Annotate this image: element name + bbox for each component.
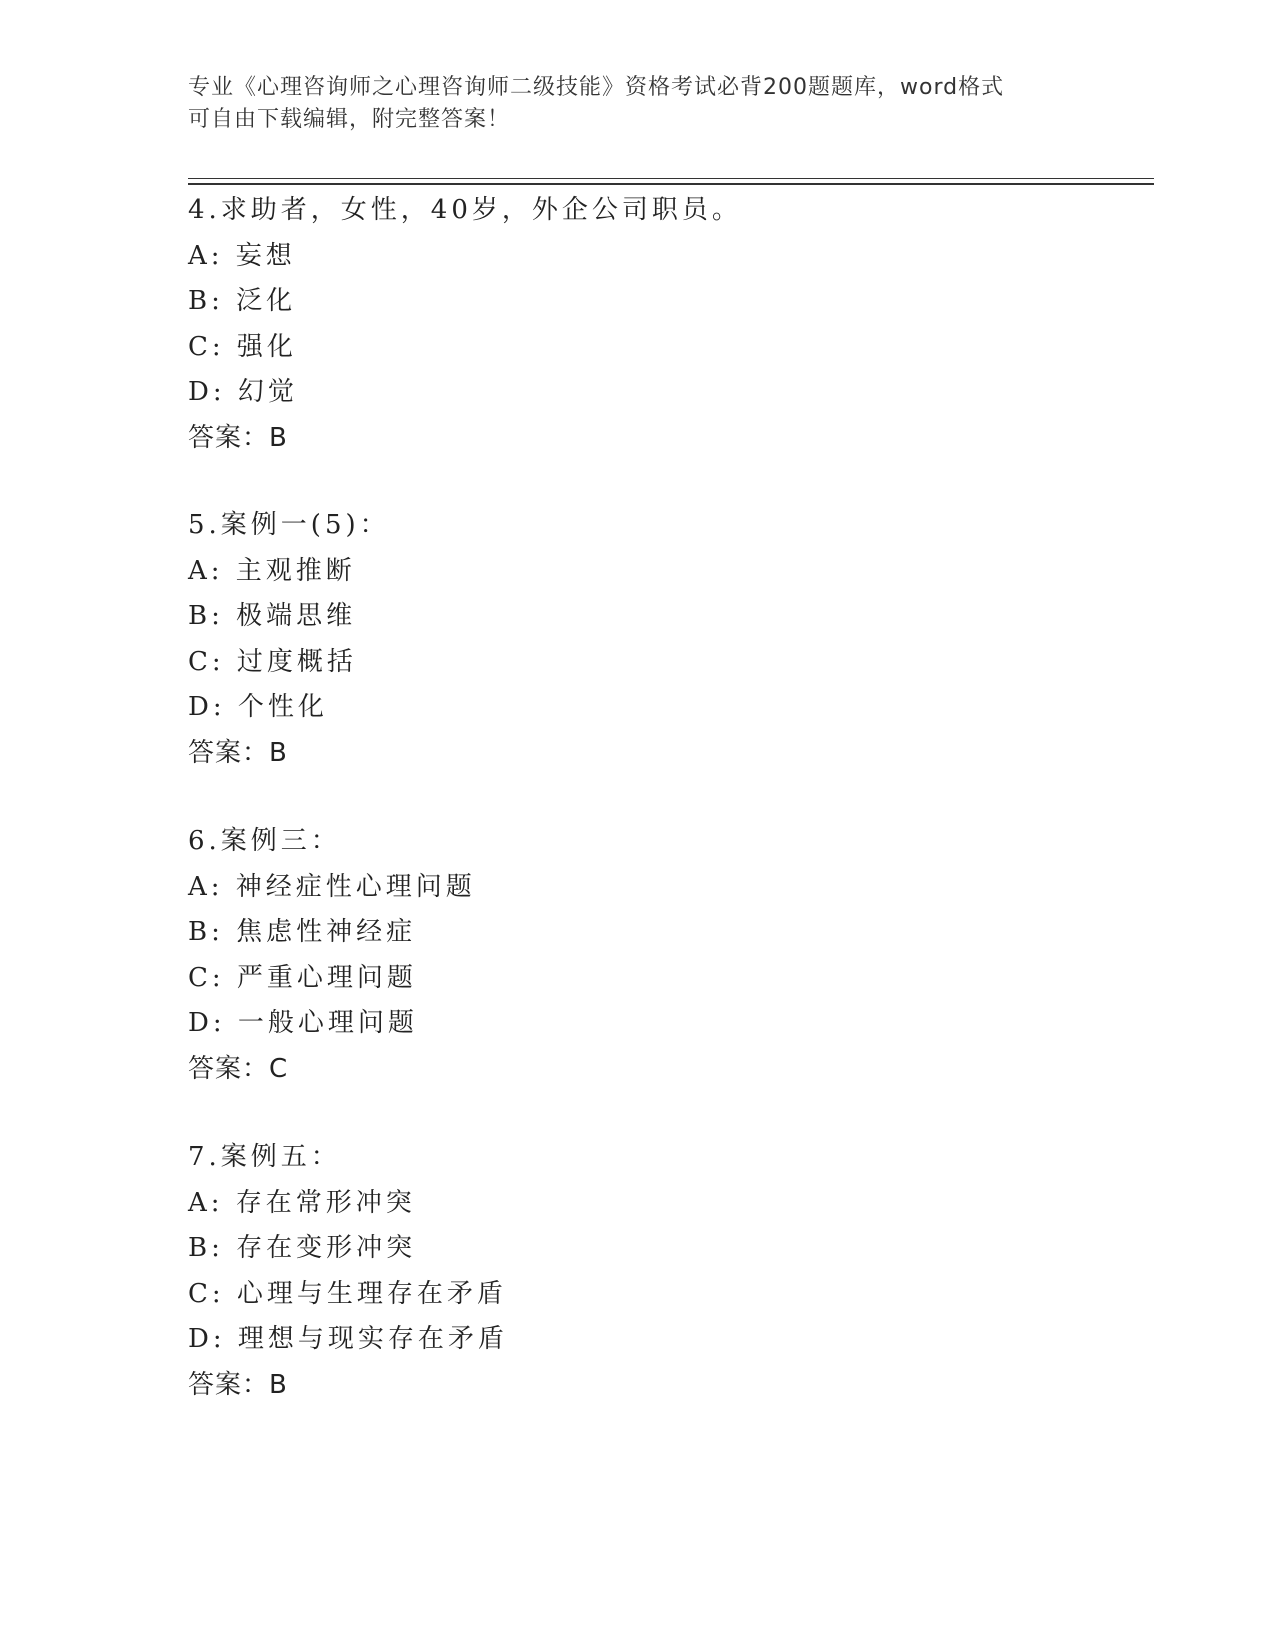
option-d: D: 一般心理问题 xyxy=(188,1008,418,1039)
document-header xyxy=(188,72,1088,136)
option-b: B: 焦虑性神经症 xyxy=(188,917,417,948)
option-b: B: 极端思维 xyxy=(188,601,357,632)
question-block-4 xyxy=(188,188,1148,462)
header-divider-thin xyxy=(188,178,1154,179)
answer-line: 答案：B xyxy=(188,737,288,768)
header-line-2: 可自由下载编辑，附完整答案！ xyxy=(188,107,511,132)
question-stem: 6.案例三： xyxy=(188,826,341,856)
question-stem: 5.案例一(5)： xyxy=(188,510,390,540)
question-block-6 xyxy=(188,819,1148,1093)
option-d: D: 理想与现实存在矛盾 xyxy=(188,1324,508,1355)
question-stem: 4.求助者，女性，40岁，外企公司职员。 xyxy=(188,195,742,225)
option-c: C: 强化 xyxy=(188,331,297,362)
header-divider-thick xyxy=(188,183,1154,185)
answer-line: 答案：B xyxy=(188,422,288,453)
header-line-1: 专业《心理咨询师之心理咨询师二级技能》资格考试必背200题题库，word格式 xyxy=(188,75,1005,100)
answer-line: 答案：C xyxy=(188,1053,289,1084)
option-c: C: 过度概括 xyxy=(188,646,357,677)
question-stem: 7.案例五： xyxy=(188,1142,341,1172)
option-a: A: 主观推断 xyxy=(188,555,356,586)
option-b: B: 存在变形冲突 xyxy=(188,1233,417,1264)
option-d: D: 个性化 xyxy=(188,692,328,723)
option-a: A: 神经症性心理问题 xyxy=(188,871,476,902)
question-block-7 xyxy=(188,1135,1148,1409)
option-b: B: 泛化 xyxy=(188,286,297,317)
answer-line: 答案：B xyxy=(188,1369,288,1400)
option-d: D: 幻觉 xyxy=(188,377,298,408)
option-a: A: 妄想 xyxy=(188,240,296,271)
question-block-5 xyxy=(188,503,1148,777)
option-c: C: 严重心理问题 xyxy=(188,962,417,993)
option-c: C: 心理与生理存在矛盾 xyxy=(188,1278,507,1309)
option-a: A: 存在常形冲突 xyxy=(188,1187,416,1218)
